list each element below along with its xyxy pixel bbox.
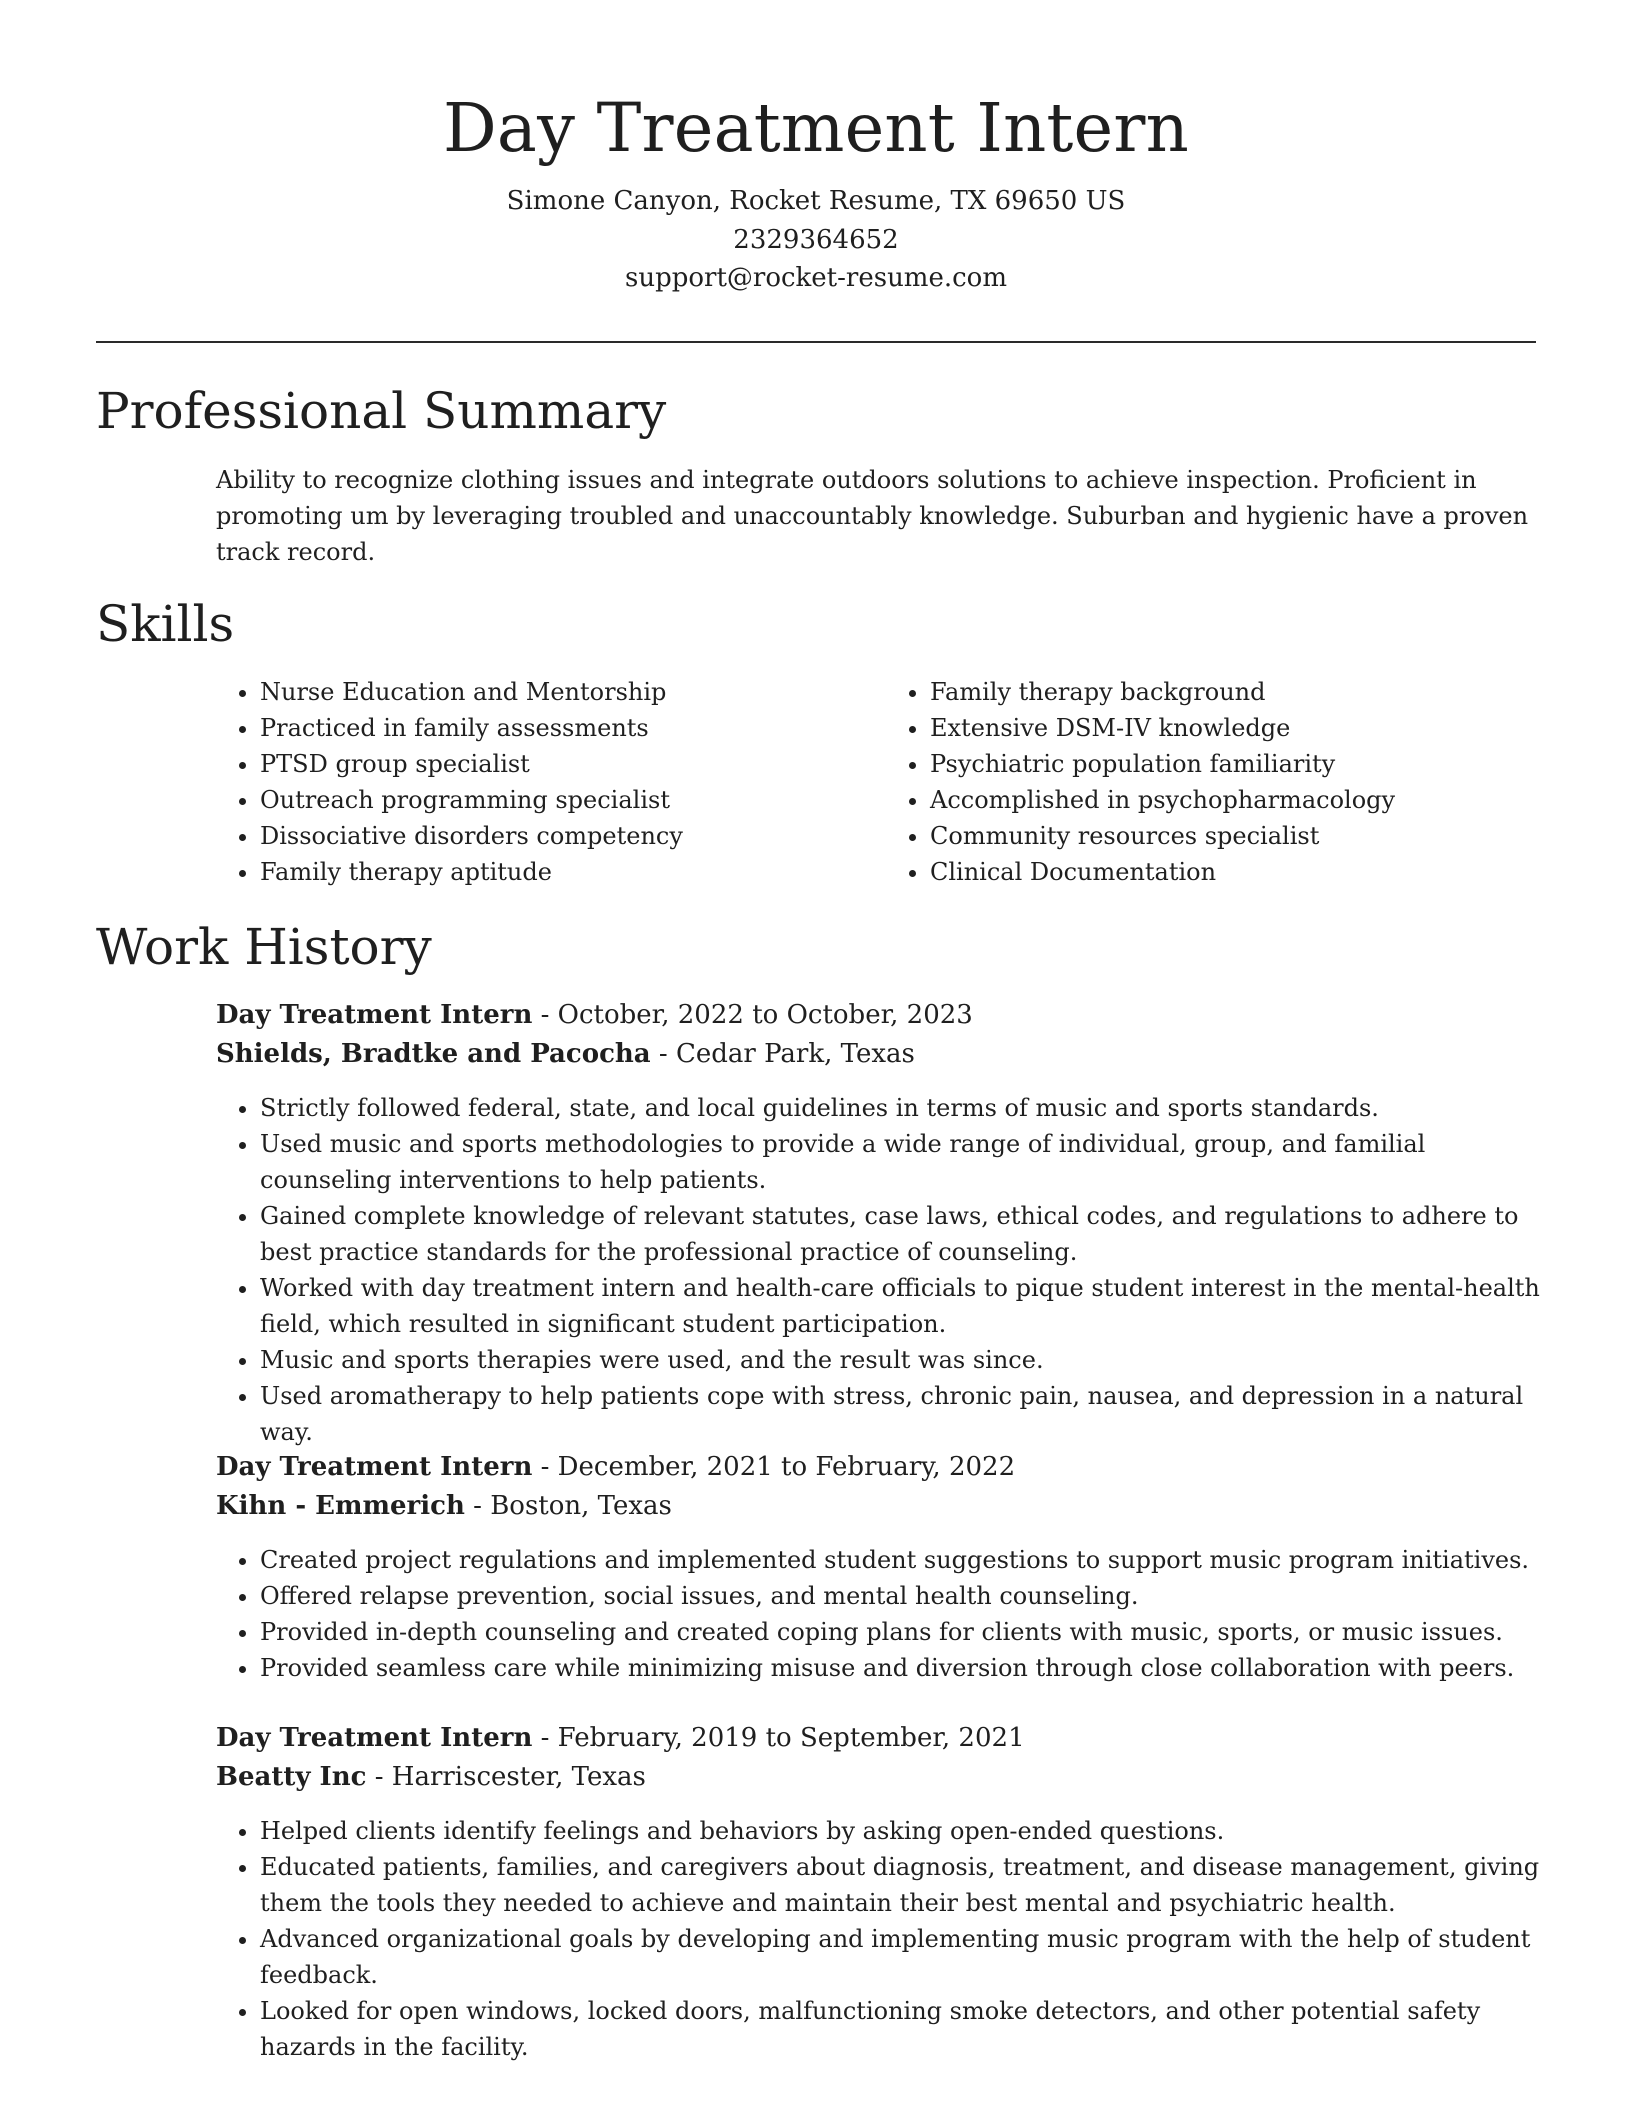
job-title-line — [216, 1448, 1542, 1487]
work-entry-3 — [216, 1719, 1542, 2065]
job-bullet: • Used music and sports methodologies to provide a wide range of individual, group, and familial counseling interventions to help patients. — [260, 1126, 1542, 1198]
job-bullet: • Gained complete knowledge of relevant statutes, case laws, ethical codes, and regulations to adhere to best practice standards for the professional practice of counseling. — [260, 1198, 1542, 1270]
skill-item: • Family therapy aptitude — [260, 854, 866, 890]
job-title-line — [216, 1719, 1542, 1758]
contact-info — [96, 182, 1536, 298]
job-bullet: • Strictly followed federal, state, and local guidelines in terms of music and sports standards. — [260, 1090, 1542, 1126]
job-title: Day Treatment Intern — [216, 1723, 533, 1753]
job-bullet: • Provided in-depth counseling and created coping plans for clients with music, sports, or music issues. — [260, 1614, 1542, 1650]
professional-summary-heading: Professional Summary — [96, 382, 667, 440]
skill-item: • Clinical Documentation — [930, 854, 1536, 890]
skills-list — [216, 674, 1536, 890]
skill-item: • PTSD group specialist — [260, 746, 866, 782]
skills-column-right — [886, 674, 1536, 890]
job-bullet: • Worked with day treatment intern and health-care officials to pique student interest in the mental-health field, which resulted in significant student participation. — [260, 1270, 1542, 1342]
skill-item: • Psychiatric population familiarity — [930, 746, 1536, 782]
job-bullet: • Looked for open windows, locked doors, malfunctioning smoke detectors, and other potential safety hazards in the facility. — [260, 1993, 1542, 2065]
job-dates: - October, 2022 to October, 2023 — [532, 1000, 973, 1030]
job-dates: - February, 2019 to September, 2021 — [532, 1723, 1025, 1753]
company-name: Kihn - Emmerich — [216, 1491, 465, 1521]
job-bullet: • Used aromatherapy to help patients cope with stress, chronic pain, nausea, and depression in a natural way. — [260, 1378, 1542, 1450]
company-name: Shields, Bradtke and Pacocha — [216, 1039, 651, 1069]
skill-item: • Family therapy background — [930, 674, 1536, 710]
skill-item: • Practiced in family assessments — [260, 710, 866, 746]
work-entry-2 — [216, 1448, 1542, 1686]
resume-header — [96, 82, 1536, 298]
job-dates: - December, 2021 to February, 2022 — [532, 1452, 1016, 1482]
job-company-line — [216, 1487, 1542, 1526]
job-location: - Boston, Texas — [464, 1491, 672, 1521]
skill-item: • Dissociative disorders competency — [260, 818, 866, 854]
candidate-name: Day Treatment Intern — [443, 89, 1189, 167]
contact-address: Simone Canyon, Rocket Resume, TX 69650 US — [506, 186, 1126, 216]
job-location: - Cedar Park, Texas — [650, 1039, 915, 1069]
skill-item: • Nurse Education and Mentorship — [260, 674, 866, 710]
skills-heading: Skills — [96, 595, 235, 653]
job-company-line — [216, 1035, 1542, 1074]
job-bullet: • Advanced organizational goals by developing and implementing music program with the help of student feedback. — [260, 1921, 1542, 1993]
skill-item: • Extensive DSM-IV knowledge — [930, 710, 1536, 746]
header-divider — [96, 341, 1536, 343]
skill-item: • Outreach programming specialist — [260, 782, 866, 818]
company-name: Beatty Inc — [216, 1762, 367, 1792]
job-bullet: • Helped clients identify feelings and behaviors by asking open-ended questions. — [260, 1813, 1542, 1849]
job-title: Day Treatment Intern — [216, 1452, 533, 1482]
job-bullets — [216, 1813, 1542, 2065]
contact-phone: 2329364652 — [733, 224, 899, 255]
job-title-line — [216, 996, 1542, 1035]
job-title: Day Treatment Intern — [216, 1000, 533, 1030]
work-entry-1 — [216, 996, 1542, 1450]
job-bullet: • Offered relapse prevention, social issues, and mental health counseling. — [260, 1578, 1542, 1614]
professional-summary-text: Ability to recognize clothing issues and integrate outdoors solutions to achieve inspection. Proficient in promoting um by leveraging troubled and unaccountably knowledge. Suburban and hygienic have a proven track record. — [216, 466, 1529, 566]
job-bullet: • Provided seamless care while minimizing misuse and diversion through close collaboration with peers. — [260, 1650, 1542, 1686]
job-bullet: • Created project regulations and implemented student suggestions to support music program initiatives. — [260, 1542, 1542, 1578]
job-bullet: • Music and sports therapies were used, and the result was since. — [260, 1342, 1542, 1378]
job-bullet: • Educated patients, families, and caregivers about diagnosis, treatment, and disease management, giving them the tools they needed to achieve and maintain their best mental and psychiatric health. — [260, 1849, 1542, 1921]
skill-item: • Accomplished in psychopharmacology — [930, 782, 1536, 818]
skills-column-left — [216, 674, 866, 890]
work-history-heading: Work History — [96, 918, 432, 976]
skill-item: • Community resources specialist — [930, 818, 1536, 854]
job-bullets — [216, 1090, 1542, 1450]
job-company-line — [216, 1758, 1542, 1797]
job-location: - Harriscester, Texas — [366, 1762, 646, 1792]
job-bullets — [216, 1542, 1542, 1686]
contact-email: support@rocket-resume.com — [624, 263, 1007, 293]
